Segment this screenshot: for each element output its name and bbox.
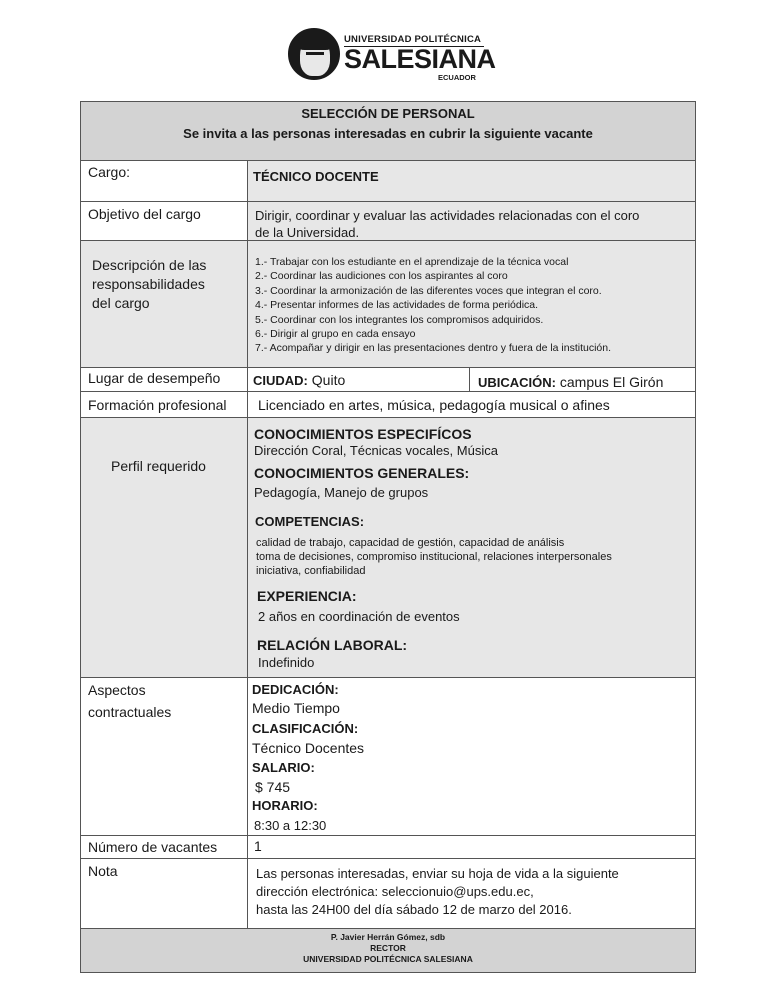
cargo-label: Cargo:: [88, 164, 131, 180]
descripcion-label: Descripción de las: [92, 257, 207, 273]
list-item: 3.- Coordinar la armonización de las diferentes voces que integran el coro.: [255, 284, 602, 297]
logo-sub-text: ECUADOR: [438, 73, 476, 82]
objetivo-line: Dirigir, coordinar y evaluar las actividades relacionadas con el coro: [255, 208, 640, 223]
generales-value: Pedagogía, Manejo de grupos: [254, 485, 429, 500]
competencias-line: iniciativa, confiabilidad: [256, 565, 366, 577]
especificos-title: CONOCIMIENTOS ESPECIFÍCOS: [254, 426, 472, 442]
ubicacion-label: UBICACIÓN:: [478, 375, 556, 390]
dedicacion-title: DEDICACIÓN:: [252, 682, 339, 697]
list-item: 7.- Acompañar y dirigir en las presentaciones dentro y fuera de la institución.: [255, 342, 612, 355]
ubicacion-value: campus El Girón: [559, 374, 664, 390]
ciudad-field: [253, 372, 345, 388]
experiencia-title: EXPERIENCIA:: [257, 588, 357, 604]
generales-title: CONOCIMIENTOS GENERALES:: [254, 465, 470, 481]
signature-role: RECTOR: [370, 943, 406, 953]
cargo-value: TÉCNICO DOCENTE: [253, 169, 379, 184]
aspectos-label: Aspectos: [88, 682, 146, 698]
relacion-title: RELACIÓN LABORAL:: [257, 637, 408, 653]
row-divider: [81, 858, 695, 859]
row-divider: [81, 928, 695, 929]
clasificacion-title: CLASIFICACIÓN:: [252, 721, 359, 736]
page-subtitle: Se invita a las personas interesadas en cubrir la siguiente vacante: [183, 126, 593, 141]
list-item: 2.- Coordinar las audiciones con los aspirantes al coro: [255, 270, 508, 283]
page-title: SELECCIÓN DE PERSONAL: [301, 106, 475, 121]
formacion-label: Formación profesional: [88, 397, 227, 413]
experiencia-value: 2 años en coordinación de eventos: [258, 609, 460, 624]
objetivo-line: de la Universidad.: [255, 225, 360, 240]
signature-institution: UNIVERSIDAD POLITÉCNICA SALESIANA: [303, 954, 473, 964]
dedicacion-value: Medio Tiempo: [252, 700, 340, 716]
horario-value: 8:30 a 12:30: [254, 818, 327, 833]
competencias-title: COMPETENCIAS:: [255, 514, 365, 529]
competencias-line: calidad de trabajo, capacidad de gestión, capacidad de análisis: [256, 537, 565, 549]
row-divider: [81, 835, 695, 836]
responsibilities-list: [255, 255, 611, 356]
especificos-value: Dirección Coral, Técnicas vocales, Música: [254, 443, 498, 458]
aspectos-label: contractuales: [88, 704, 172, 720]
ciudad-label: CIUDAD:: [253, 373, 308, 388]
perfil-label: Perfil requerido: [111, 458, 206, 474]
list-item: 5.- Coordinar con los integrantes los compromisos adquiridos.: [255, 313, 544, 326]
list-item: 1.- Trabajar con los estudiante en el aprendizaje de la técnica vocal: [255, 256, 569, 268]
column-divider: [247, 161, 248, 928]
list-item: 6.- Dirigir al grupo en cada ensayo: [255, 328, 416, 341]
row-divider: [81, 417, 695, 418]
university-logo: [288, 26, 496, 86]
list-item: 4.- Presentar informes de las actividades de forma periódica.: [255, 299, 539, 312]
vacantes-value: 1: [254, 838, 262, 854]
row-divider: [81, 677, 695, 678]
horario-title: HORARIO:: [252, 798, 318, 813]
nota-line: hasta las 24H00 del día sábado 12 de marzo del 2016.: [256, 902, 572, 917]
row-divider: [81, 201, 695, 202]
logo-main-text: SALESIANA: [344, 44, 496, 74]
relacion-value: Indefinido: [258, 655, 315, 670]
salario-value: $ 745: [255, 779, 291, 795]
salario-title: SALARIO:: [252, 760, 315, 775]
lugar-label: Lugar de desempeño: [88, 370, 221, 386]
logo-top-text: UNIVERSIDAD POLITÉCNICA: [344, 34, 482, 45]
vacantes-label: Número de vacantes: [88, 839, 218, 855]
competencias-line: toma de decisiones, compromiso institucional, relaciones interpersonales: [256, 551, 612, 563]
formacion-value: Licenciado en artes, música, pedagogía musical o afines: [258, 397, 610, 413]
descripcion-label: del cargo: [92, 295, 150, 311]
nota-line: Las personas interesadas, enviar su hoja de vida a la siguiente: [256, 866, 619, 881]
row-divider: [81, 391, 695, 392]
nota-label: Nota: [88, 863, 118, 879]
signature-name: P. Javier Herrán Gómez, sdb: [330, 932, 446, 942]
descripcion-label: responsabilidades: [92, 276, 205, 292]
nota-line: dirección electrónica: seleccionuio@ups.edu.ec,: [256, 884, 534, 899]
row-divider: [81, 160, 695, 161]
ciudad-value: Quito: [311, 372, 346, 388]
row-divider: [81, 240, 695, 241]
clasificacion-value: Técnico Docentes: [252, 740, 365, 756]
row-divider: [81, 367, 695, 368]
column-divider: [469, 368, 470, 391]
logo-portrait-icon: [288, 28, 340, 80]
objetivo-label: Objetivo del cargo: [88, 206, 201, 222]
ubicacion-field: [478, 374, 663, 390]
